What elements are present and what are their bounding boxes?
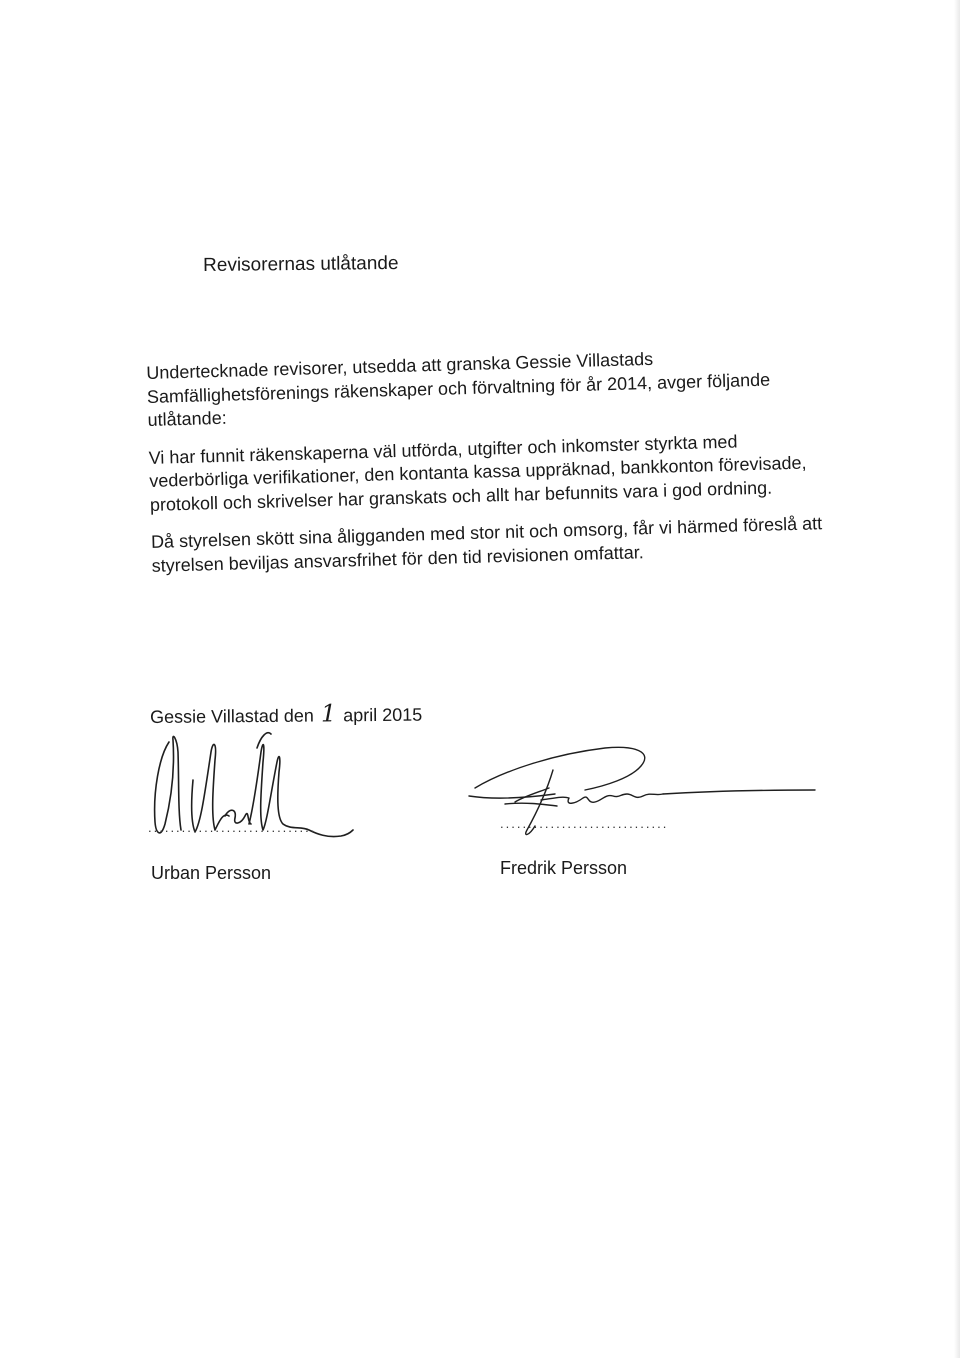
place-and-date [150,699,423,728]
paragraph-findings: Vi har funnit räkenskaperna väl utförda, utgifter och inkomster styrkta med vederbörliga verifikationer, den kontanta kassa uppräknad, bankkonton förevisade, protokoll och skrivelser har granskats och allt har befunnits vara i god ordning. [148,431,807,515]
paragraph-recommendation: Då styrelsen skött sina åligganden med stor nit och omsorg, får vi härmed föreslå att styrelsen beviljas ansvarsfrihet för den tid revisionen omfattar. [150,513,823,576]
signature-line-right: .............................. [500,816,669,831]
signature-fredrik-persson [465,740,825,850]
statement-body [146,343,832,592]
scan-edge-shadow [954,0,960,1358]
month-year-text: april 2015 [343,704,423,726]
signer-name-urban-persson: Urban Persson [151,863,272,883]
signer-name-fredrik-persson: Fredrik Persson [500,858,628,878]
document-title: Revisorernas utlåtande [203,252,399,276]
place-text: Gessie Villastad den [150,705,314,727]
handwritten-day: 1 [320,699,337,728]
paragraph-intro: Undertecknade revisorer, utsedda att granska Gessie Villastads Samfällighetsförenings räkenskaper och förvaltning för år 2014, avger följande utlåtande: [146,348,771,430]
signature-line-left: .............................. [148,820,317,835]
